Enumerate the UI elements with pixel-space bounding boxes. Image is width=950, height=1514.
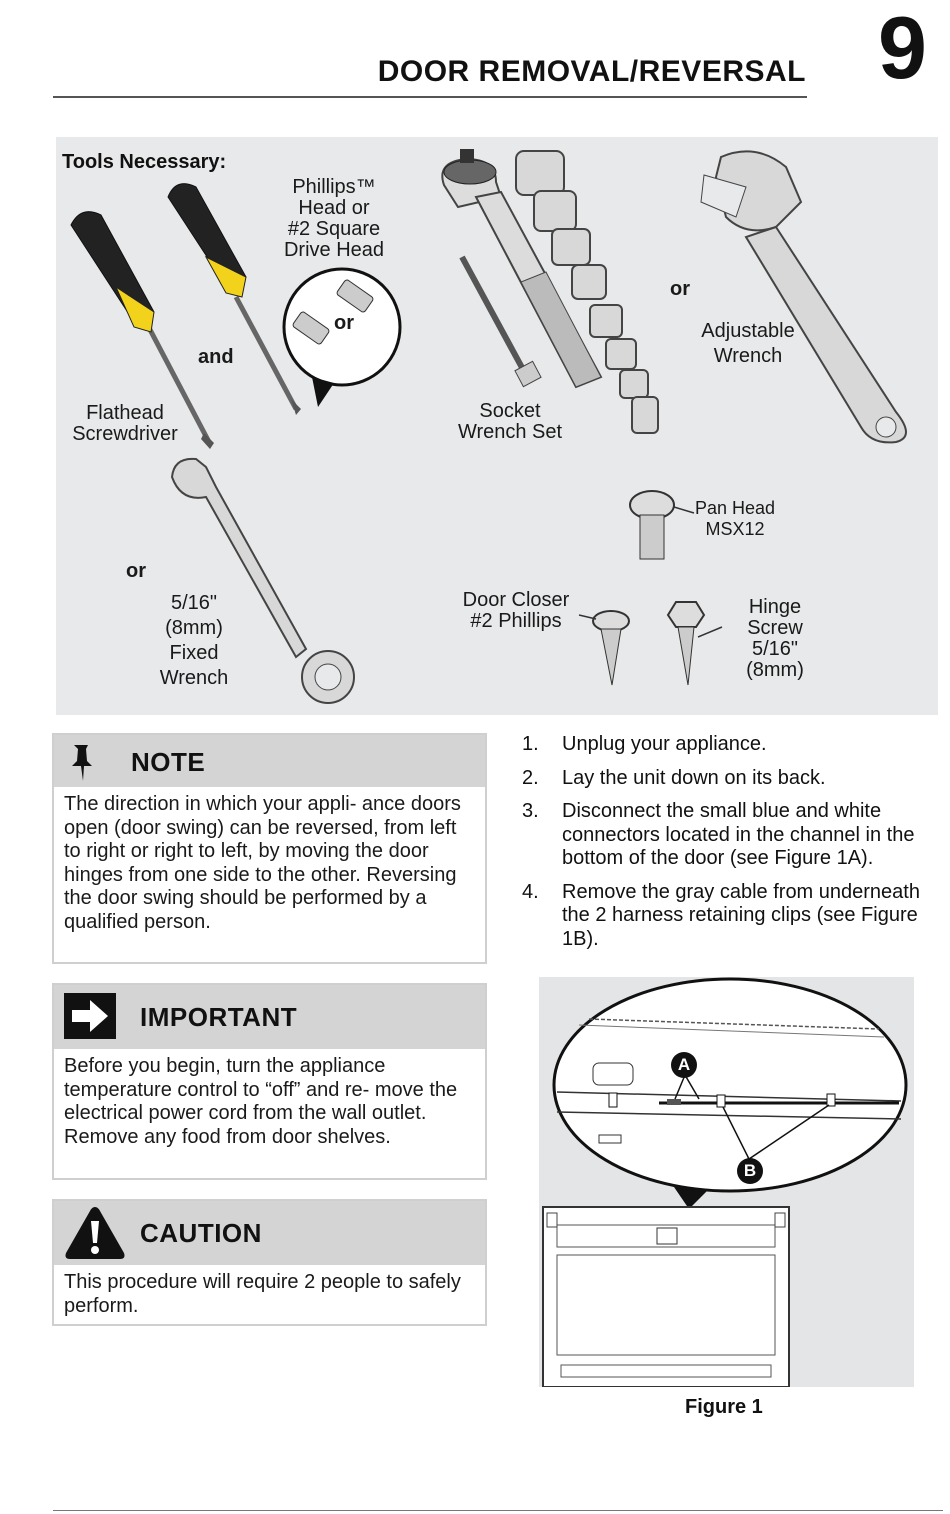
step-number: 1. xyxy=(522,733,539,755)
page-title: DOOR REMOVAL/REVERSAL xyxy=(377,55,806,88)
callout-b: B xyxy=(737,1158,763,1184)
step-item xyxy=(522,800,947,871)
tools-heading: Tools Necessary: xyxy=(62,151,227,173)
page-number: 9 xyxy=(878,0,925,97)
caution-title: CAUTION xyxy=(140,1218,262,1248)
step-text: Unplug your appliance. xyxy=(562,733,767,755)
important-box xyxy=(52,983,487,1180)
title-divider xyxy=(53,96,807,98)
door-closer-screw-icon xyxy=(579,611,629,685)
step-item xyxy=(522,881,947,952)
note-box xyxy=(52,733,487,964)
and-label: and xyxy=(198,346,234,368)
note-header xyxy=(54,735,485,787)
door-diagram xyxy=(539,977,914,1387)
note-body: The direction in which your appli- ance doors open (door swing) can be reversed, from left to right or right to left, by moving the door hinges from one side to the other. Reversing the door swing should be performed by a qualified person. xyxy=(64,793,461,933)
socket-label: Socket Wrench Set xyxy=(457,400,563,443)
step-number: 2. xyxy=(522,766,539,789)
step-item xyxy=(522,733,947,757)
arrow-right-icon xyxy=(64,993,116,1039)
flathead-label: Flathead Screwdriver xyxy=(72,402,178,445)
important-header xyxy=(54,985,485,1049)
step-number: 4. xyxy=(522,880,539,903)
pan-head-label: Pan Head MSX12 xyxy=(694,498,776,539)
step-text: Remove the gray cable from underneath the 2 harness retaining clips (see Figure 1B). xyxy=(562,880,920,950)
important-title: IMPORTANT xyxy=(140,1002,298,1032)
step-item xyxy=(522,767,947,791)
caution-header xyxy=(54,1201,485,1265)
caution-body: This procedure will require 2 people to safely perform. xyxy=(64,1271,461,1317)
tools-panel xyxy=(56,137,938,715)
hinge-screw-label: Hinge Screw 5/16" (8mm) xyxy=(746,596,804,681)
caution-box xyxy=(52,1199,487,1326)
steps-list xyxy=(522,733,947,961)
important-body: Before you begin, turn the appliance temperature control to “off” and re- move the electrical power cord from the wall outlet. Remove any food from door shelves. xyxy=(64,1055,458,1148)
adjustable-wrench-icon xyxy=(701,151,906,442)
note-title: NOTE xyxy=(131,747,206,777)
footer-divider xyxy=(53,1510,943,1511)
door-closer-label: Door Closer #2 Phillips xyxy=(462,589,570,632)
figure-caption: Figure 1 xyxy=(685,1396,763,1418)
warning-triangle-icon xyxy=(64,1205,126,1261)
or-label-bits: or xyxy=(334,312,354,334)
fixed-wrench-label: 5/16" (8mm) Fixed Wrench xyxy=(159,592,229,689)
hinge-screw-icon xyxy=(668,602,722,685)
pushpin-icon xyxy=(68,741,98,783)
callout-a: A xyxy=(671,1052,697,1078)
or-label-wrench: or xyxy=(670,278,690,300)
pan-head-screw-icon xyxy=(630,491,694,559)
step-number: 3. xyxy=(522,800,539,822)
or-label-fixed: or xyxy=(126,560,146,582)
bit-callout-icon xyxy=(284,269,400,407)
adjustable-label: Adjustable Wrench xyxy=(701,320,795,367)
step-text: Disconnect the small blue and white connectors located in the channel in the bottom of the door (see Figure 1A). xyxy=(562,800,915,869)
step-text: Lay the unit down on its back. xyxy=(562,766,826,789)
figure-1-panel xyxy=(539,977,914,1387)
phillips-label: Phillips™ Head or #2 Square Drive Head xyxy=(283,176,385,261)
